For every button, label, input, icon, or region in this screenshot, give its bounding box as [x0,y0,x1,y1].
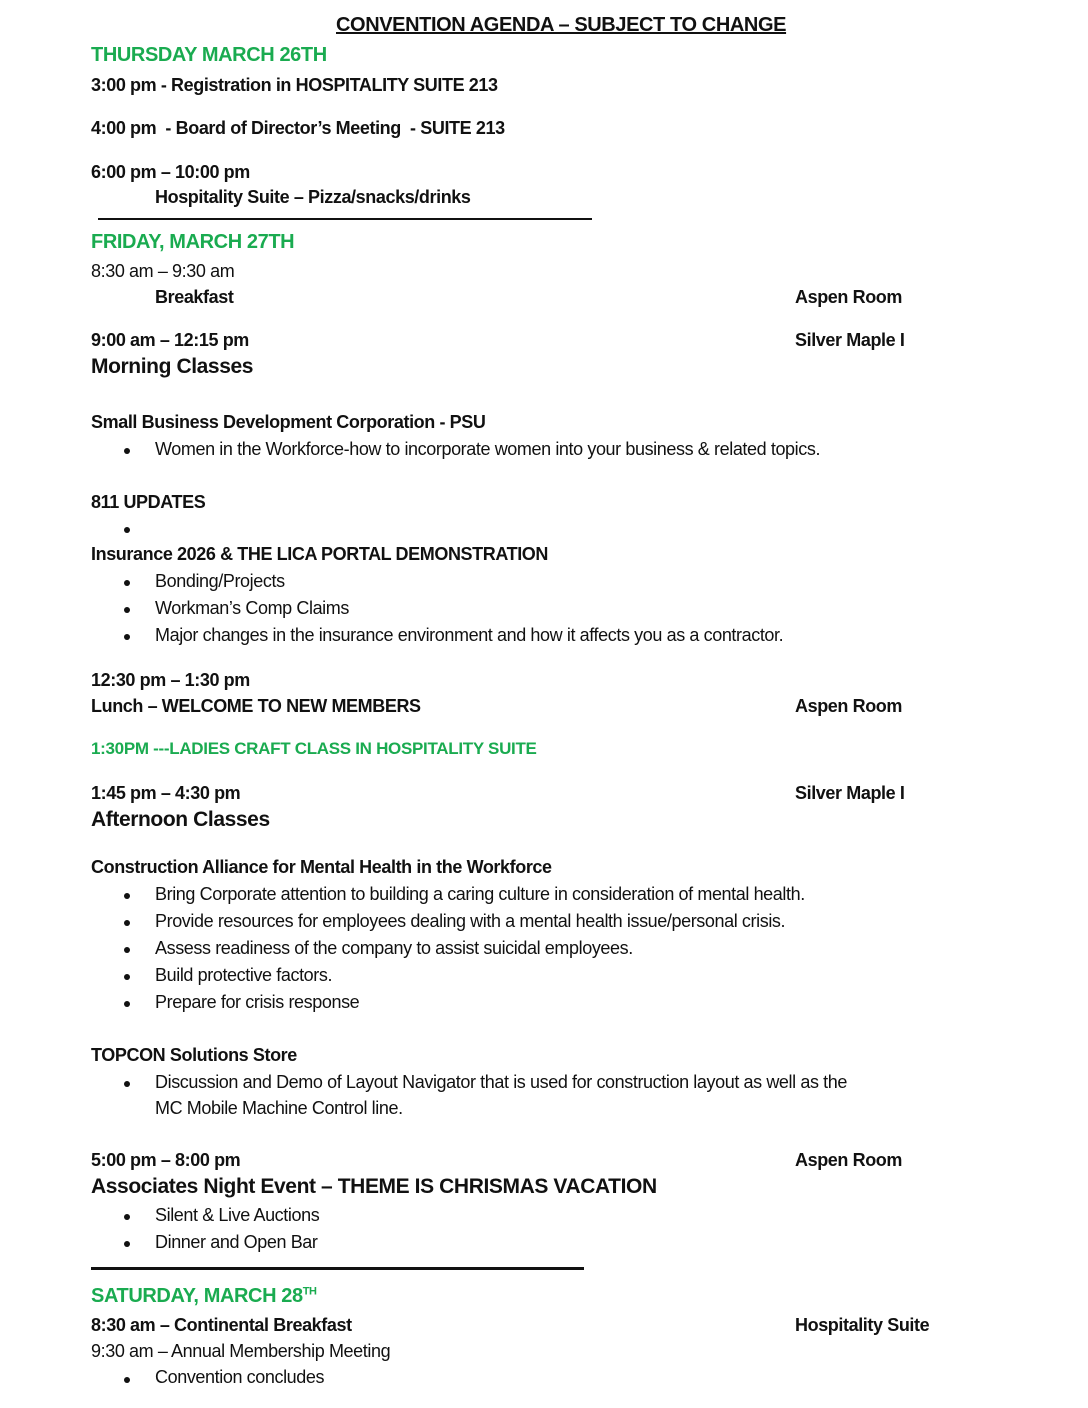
afternoon-classes-heading: Afternoon Classes [91,808,270,831]
sbdc-bullet: Women in the Workforce-how to incorporate women into your business & related topics. [155,439,821,459]
bullet-icon [124,1081,130,1087]
insurance-title: Insurance 2026 & THE LICA PORTAL DEMONSTRATION [91,544,549,564]
bullet-icon [124,893,130,899]
camh-bullet: Bring Corporate attention to building a caring culture in consideration of mental health. [155,884,805,904]
lunch-time: 12:30 pm – 1:30 pm [91,670,250,690]
night-bullet: Silent & Live Auctions [155,1205,320,1225]
topcon-bullet-line2: MC Mobile Machine Control line. [155,1098,403,1118]
saturday-bullet: Convention concludes [155,1367,325,1387]
bullet-icon [124,920,130,926]
afternoon-time: 1:45 pm – 4:30 pm [91,783,241,803]
camh-bullet: Assess readiness of the company to assist suicidal employees. [155,938,633,958]
camh-bullet: Provide resources for employees dealing with a mental health issue/personal crisis. [155,911,786,931]
morning-location: Silver Maple I [795,330,905,350]
bullet-icon [124,1241,130,1247]
saturday-heading-text: SATURDAY, MARCH 28 [91,1285,303,1307]
sbdc-title: Small Business Development Corporation - PSU [91,412,486,432]
lunch-location: Aspen Room [795,696,903,716]
camh-title: Construction Alliance for Mental Health in the Workforce [91,857,552,877]
insurance-bullet: Bonding/Projects [155,571,285,591]
bullet-icon [124,634,130,640]
night-location: Aspen Room [795,1150,903,1170]
bullet-icon [124,1001,130,1007]
night-bullet: Dinner and Open Bar [155,1232,318,1252]
breakfast-location: Aspen Room [795,287,903,307]
document-title: CONVENTION AGENDA – SUBJECT TO CHANGE [336,14,787,36]
saturday-heading [91,1285,317,1308]
thursday-registration: 3:00 pm - Registration in HOSPITALITY SUITE 213 [91,75,498,95]
insurance-bullet: Major changes in the insurance environment and how it affects you as a contractor. [155,625,784,645]
bullet-icon [124,527,130,533]
breakfast-label: Breakfast [155,287,234,307]
bullet-icon [124,607,130,613]
bullet-icon [124,974,130,980]
thursday-heading: THURSDAY MARCH 26TH [91,44,327,66]
saturday-heading-sup: TH [302,1285,317,1298]
thursday-evening-desc: Hospitality Suite – Pizza/snacks/drinks [155,187,471,207]
saturday-breakfast: 8:30 am – Continental Breakfast [91,1315,352,1335]
morning-classes-heading: Morning Classes [91,355,254,378]
bullet-icon [124,448,130,454]
craft-class-note: 1:30PM ---LADIES CRAFT CLASS IN HOSPITALITY SUITE [91,739,537,758]
morning-time: 9:00 am – 12:15 pm [91,330,249,350]
lunch-label: Lunch – WELCOME TO NEW MEMBERS [91,696,421,716]
bullet-icon [124,1377,130,1383]
camh-bullet: Prepare for crisis response [155,992,360,1012]
bullet-icon [124,1214,130,1220]
friday-heading: FRIDAY, MARCH 27TH [91,231,295,253]
camh-bullet: Build protective factors. [155,965,333,985]
updates-title: 811 UPDATES [91,492,206,512]
saturday-breakfast-location: Hospitality Suite [795,1315,930,1335]
topcon-title: TOPCON Solutions Store [91,1045,297,1065]
breakfast-time: 8:30 am – 9:30 am [91,261,235,281]
insurance-bullet: Workman’s Comp Claims [155,598,349,618]
thursday-board-meeting: 4:00 pm - Board of Director’s Meeting - SUITE 213 [91,118,505,138]
thursday-evening-time: 6:00 pm – 10:00 pm [91,162,250,182]
topcon-bullet-line1: Discussion and Demo of Layout Navigator that is used for construction layout as well as the [155,1072,847,1092]
night-time: 5:00 pm – 8:00 pm [91,1150,241,1170]
saturday-meeting: 9:30 am – Annual Membership Meeting [91,1341,391,1361]
section-divider [91,1267,584,1270]
afternoon-location: Silver Maple I [795,783,905,803]
night-event-heading: Associates Night Event – THEME IS CHRISMAS VACATION [91,1175,657,1198]
bullet-icon [124,580,130,586]
section-divider [98,218,592,220]
bullet-icon [124,947,130,953]
